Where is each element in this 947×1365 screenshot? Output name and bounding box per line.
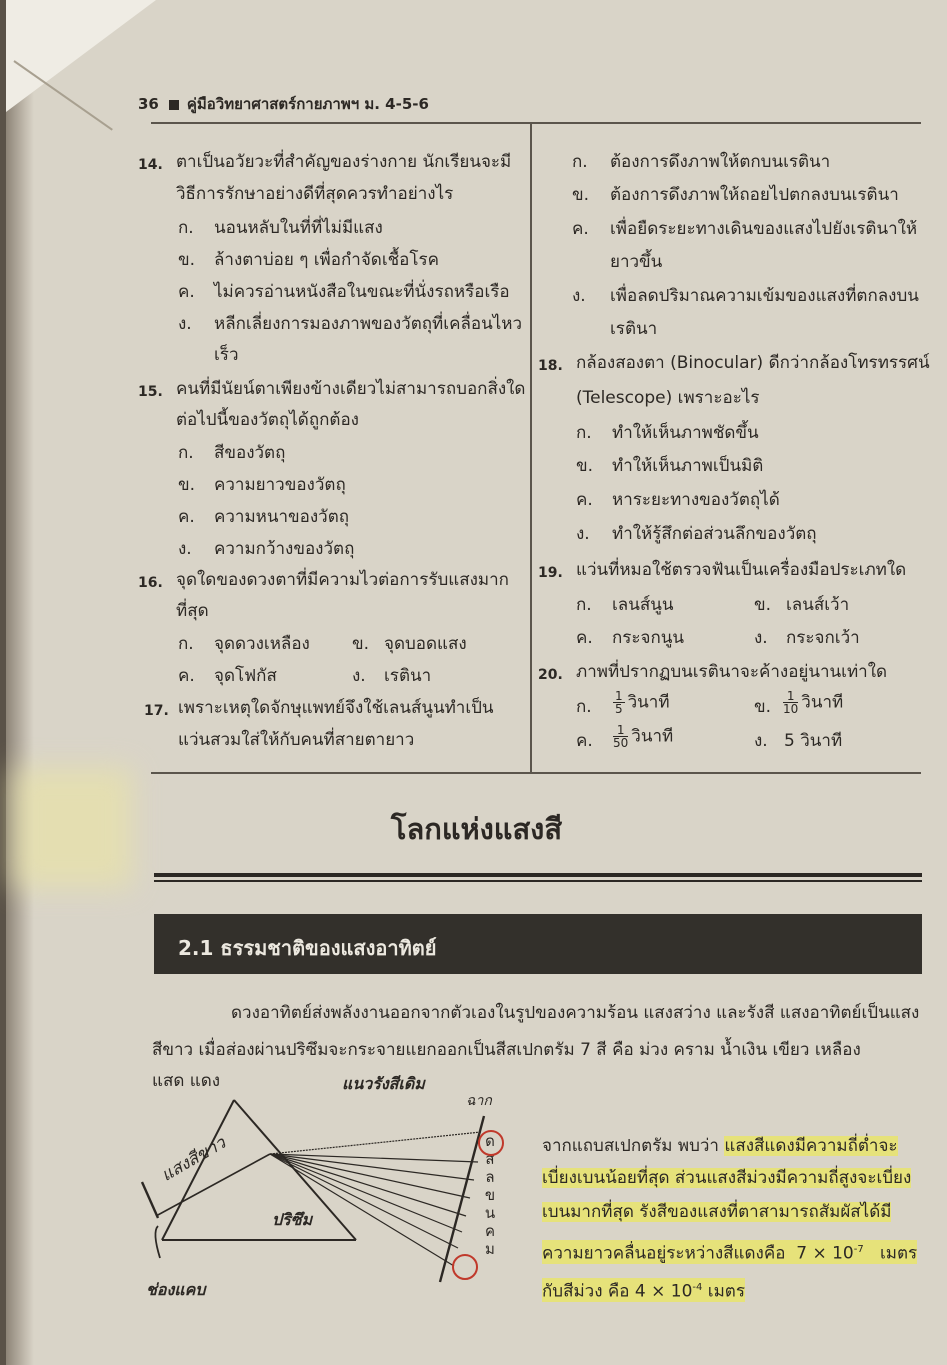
choice-text: ทำให้เห็นภาพเป็นมิติ <box>612 456 764 476</box>
choice-text: จุดโฟกัส <box>214 666 277 686</box>
red-ink-circle <box>478 1130 504 1156</box>
slit-wall <box>142 1182 158 1218</box>
paragraph-line: ดวงอาทิตย์ส่งพลังงานออกจากตัวเองในรูปของความร้อน แสงสว่าง และรังสี แสงอาทิตย์เป็นแสง <box>231 1003 920 1023</box>
color-label-orange: ส <box>485 1150 495 1168</box>
choice-text: $\frac{1}{5}$ วินาที <box>615 689 670 716</box>
highlighted-text: กับสีม่วง คือ $4 \times 10^{-4}$ เมตร <box>542 1278 745 1302</box>
questions-bottom-rule <box>151 772 921 774</box>
choice-label: ข. <box>576 456 594 476</box>
paragraph-line: จากแถบสเปกตรัม พบว่า แสงสีแดงมีความถี่ต่ำจะ <box>542 1136 898 1156</box>
question-text: (Telescope) เพราะอะไร <box>576 388 760 408</box>
column-divider <box>530 124 532 772</box>
question-number: 20. <box>538 667 563 683</box>
choice-text: ต้องการดึงภาพให้ถอยไปตกลงบนเรตินา <box>610 185 899 205</box>
question-text: เพราะเหตุใดจักษุแพทย์จึงใช้เลนส์นูนทำเป็น <box>178 698 494 718</box>
choice-label: ข. <box>178 250 196 270</box>
question-text: จุดใดของดวงตาที่มีความไวต่อการรับแสงมาก <box>176 570 509 590</box>
original-ray-label: แนวรังสีเดิม <box>342 1074 425 1093</box>
choice-label: ก. <box>572 152 588 172</box>
choice-text: สีของวัตถุ <box>214 443 286 463</box>
choice-label: ง. <box>754 731 768 751</box>
page-fold <box>6 0 156 112</box>
choice-text: หลีกเลี่ยงการมองภาพของวัตถุที่เคลื่อนไหว <box>214 314 523 334</box>
choice-text: เร็ว <box>214 345 239 365</box>
highlighted-text: แสงสีแดงมีความถี่ต่ำจะ <box>724 1136 898 1156</box>
book-page <box>6 0 947 1365</box>
chapter-title: โลกแห่งแสงสี <box>390 812 563 846</box>
choice-label: ก. <box>178 218 194 238</box>
highlighted-text: เบี่ยงเบนน้อยที่สุด ส่วนแสงสีม่วงมีความถี่สูงจะเบี่ยง <box>542 1168 912 1188</box>
choice-label: ง. <box>178 314 192 334</box>
choice-label: ข. <box>178 475 196 495</box>
question-text: ภาพที่ปรากฏบนเรตินาจะค้างอยู่นานเท่าใด <box>576 662 888 682</box>
choice-label: ก. <box>576 697 592 717</box>
square-bullet-icon <box>169 100 179 110</box>
choice-text: ทำให้เห็นภาพชัดขึ้น <box>612 423 759 443</box>
screen-label: ฉาก <box>466 1093 492 1109</box>
choice-text: จุดบอดแสง <box>384 634 467 654</box>
color-label-red: ด <box>485 1132 495 1150</box>
choice-text: ไม่ควรอ่านหนังสือในขณะที่นั่งรถหรือเรือ <box>214 282 510 302</box>
choice-label: ง. <box>352 666 366 686</box>
paragraph-line: สีขาว เมื่อส่องผ่านปริซึมจะกระจายแยกออกเป็นสีสเปกตรัม 7 สี คือ ม่วง คราม น้ำเงิน เขียว เหลือง <box>152 1040 861 1060</box>
choice-label: ง. <box>178 539 192 559</box>
book-title: คู่มือวิทยาศาสตร์กายภาพฯ ม. 4-5-6 <box>186 95 429 113</box>
choice-label: ค. <box>178 282 195 302</box>
choice-text: จุดดวงเหลือง <box>214 634 310 654</box>
color-label-yellow: ล <box>485 1168 495 1186</box>
choice-label: ค. <box>572 219 589 239</box>
choice-label: ค. <box>576 490 593 510</box>
question-number: 16. <box>138 575 163 591</box>
choice-text: กระจกนูน <box>612 628 685 648</box>
fraction: $\frac{1}{5}$ <box>615 689 623 716</box>
choice-text: ล้างตาบ่อย ๆ เพื่อกำจัดเชื้อโรค <box>214 250 440 270</box>
highlighted-text: เบนมากที่สุด รังสีของแสงที่ตาสามารถสัมผัสได้มี <box>542 1202 892 1222</box>
choice-text: นอนหลับในที่ที่ไม่มีแสง <box>214 218 383 238</box>
choice-text: กระจกเว้า <box>786 628 860 648</box>
slit-pointer-arrow <box>155 1226 160 1258</box>
question-text: ที่สุด <box>176 601 209 621</box>
choice-label: ข. <box>754 595 772 615</box>
question-number: 14. <box>138 157 163 173</box>
choice-text: เลนส์เว้า <box>786 595 850 615</box>
fraction: $\frac{1}{50}$ <box>613 723 629 750</box>
white-light-label: แสงสีขาว <box>158 1133 230 1186</box>
color-label-indigo: ค <box>484 1222 496 1240</box>
page-spine-shadow <box>6 0 34 1365</box>
question-number: 18. <box>538 358 563 374</box>
question-text: ตาเป็นอวัยวะที่สำคัญของร่างกาย นักเรียนจะมี <box>176 152 512 172</box>
question-text: แว่นที่หมอใช้ตรวจฟันเป็นเครื่องมือประเภทใด <box>576 560 907 580</box>
choice-text: ต้องการดึงภาพให้ตกบนเรตินา <box>610 152 831 172</box>
color-label-green: ข <box>484 1186 496 1204</box>
choice-text: เรตินา <box>384 666 432 686</box>
choice-text: ความกว้างของวัตถุ <box>214 539 355 559</box>
question-number: 17. <box>144 703 169 719</box>
red-ink-circle <box>452 1254 478 1280</box>
title-rule <box>154 873 922 877</box>
choice-label: ข. <box>754 697 772 717</box>
question-text: กล้องสองตา (Binocular) ดีกว่ากล้องโทรทรรศน์ <box>576 353 930 373</box>
question-text: วิธีการรักษาอย่างดีที่สุดควรทำอย่างไร <box>176 184 454 204</box>
choice-label: ก. <box>576 423 592 443</box>
choice-text: ยาวขึ้น <box>610 252 663 272</box>
header-rule <box>151 122 921 124</box>
question-number: 15. <box>138 384 163 400</box>
choice-text: 5 วินาที <box>784 731 843 751</box>
choice-text: ทำให้รู้สึกต่อส่วนลึกของวัตถุ <box>612 524 817 544</box>
choice-text: $\frac{1}{50}$ วินาที <box>613 723 674 750</box>
choice-label: ก. <box>178 443 194 463</box>
choice-text: เรตินา <box>610 319 658 339</box>
choice-label: ค. <box>178 666 195 686</box>
question-number: 19. <box>538 565 563 581</box>
original-ray-line <box>270 1132 481 1154</box>
paragraph-line: แสด แดง <box>152 1071 221 1091</box>
question-text: ต่อไปนี้ของวัตถุได้ถูกต้อง <box>176 410 359 430</box>
color-label-violet: ม <box>485 1240 495 1258</box>
choice-text: เพื่อยืดระยะทางเดินของแสงไปยังเรตินาให้ <box>610 219 918 239</box>
choice-label: ก. <box>178 634 194 654</box>
question-text: คนที่มีนัยน์ตาเพียงข้างเดียวไม่สามารถบอกสิ่งใด <box>176 379 526 399</box>
choice-text: เพื่อลดปริมาณความเข้มของแสงที่ตกลงบน <box>610 286 919 306</box>
highlighted-text: ความยาวคลื่นอยู่ระหว่างสีแดงคือ $7 \times 10^{-7}$ เมตร <box>542 1240 917 1264</box>
choice-label: ง. <box>754 628 768 648</box>
choice-label: ค. <box>576 731 593 751</box>
choice-label: ข. <box>352 634 370 654</box>
choice-label: ง. <box>572 286 586 306</box>
choice-label: ค. <box>576 628 593 648</box>
prism-label: ปริซึม <box>272 1210 313 1229</box>
title-rule <box>154 880 922 882</box>
choice-text: เลนส์นูน <box>612 595 674 615</box>
choice-label: ข. <box>572 185 590 205</box>
choice-label: ก. <box>576 595 592 615</box>
fraction: $\frac{1}{10}$ <box>783 689 799 716</box>
choice-text: $\frac{1}{10}$ วินาที <box>783 689 844 716</box>
page-header <box>138 92 429 116</box>
choice-label: ค. <box>178 507 195 527</box>
page-number: 36 <box>138 95 159 113</box>
color-label-blue: น <box>484 1204 496 1222</box>
section-heading: 2.1 ธรรมชาติของแสงอาทิตย์ <box>178 936 437 960</box>
choice-label: ง. <box>576 524 590 544</box>
choice-text: ความหนาของวัตถุ <box>214 507 350 527</box>
choice-text: ความยาวของวัตถุ <box>214 475 346 495</box>
slit-label: ช่องแคบ <box>146 1280 206 1299</box>
choice-text: หาระยะทางของวัตถุได้ <box>612 490 780 510</box>
question-text: แว่นสวมใส่ให้กับคนที่สายตายาว <box>178 730 415 750</box>
